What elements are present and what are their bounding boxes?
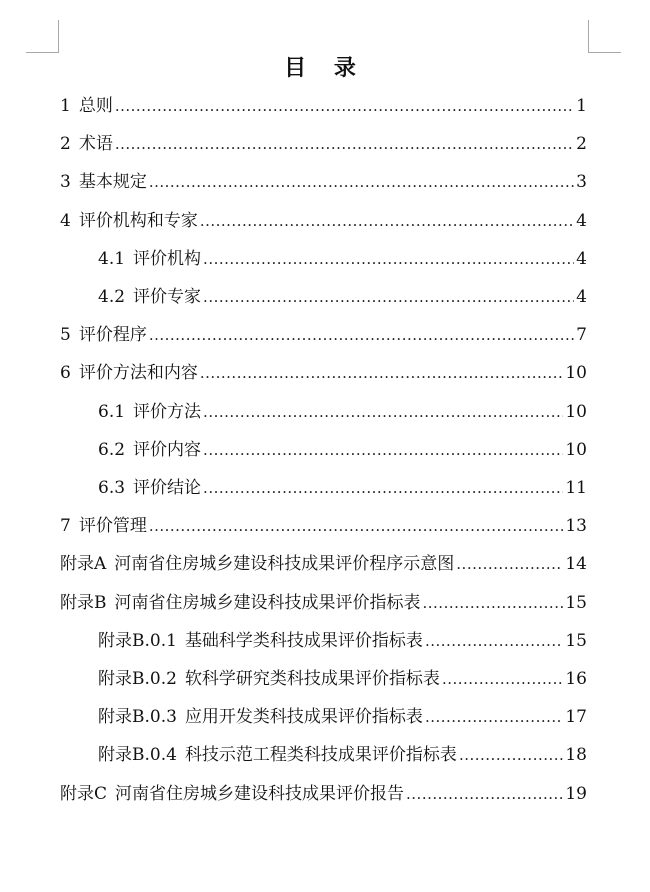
toc-entry-label: 河南省住房城乡建设科技成果评价报告 — [115, 783, 405, 804]
toc-entry-page: 15 — [565, 592, 587, 613]
toc-entry-label: 基本规定 — [78, 172, 147, 193]
toc-entry-number: 附录B.0.1 — [98, 630, 177, 651]
toc-entry-number: 2 — [60, 134, 71, 155]
toc-leader-dots — [442, 664, 563, 694]
toc-entry-page: 1 — [576, 96, 587, 116]
toc-entry-page: 4 — [576, 210, 587, 231]
toc-leader-dots — [423, 588, 564, 618]
toc-entry-number: 6 — [60, 363, 71, 384]
toc-entry[interactable] — [60, 129, 587, 159]
toc-entry-page: 18 — [565, 745, 587, 766]
toc-leader-dots — [406, 779, 563, 809]
toc-entry[interactable] — [98, 473, 587, 503]
crop-mark-top-left — [26, 20, 59, 53]
toc-entry-page: 16 — [565, 669, 587, 689]
toc-entry-number: 附录B — [60, 592, 107, 613]
toc-entry-number: 附录C — [60, 783, 108, 804]
toc-entry[interactable] — [98, 664, 587, 694]
toc-entry[interactable] — [60, 549, 587, 579]
toc-leader-dots — [425, 702, 563, 732]
toc-entry[interactable] — [60, 779, 587, 809]
toc-leader-dots — [149, 167, 574, 197]
toc-leader-dots — [456, 549, 563, 579]
toc-entry-page: 17 — [565, 707, 587, 728]
toc-entry-label: 河南省住房城乡建设科技成果评价指标表 — [114, 592, 421, 613]
toc-leader-dots — [203, 282, 574, 312]
toc-entry-label: 评价方法 — [133, 401, 202, 422]
toc-entry[interactable] — [98, 435, 587, 465]
toc-leader-dots — [149, 511, 564, 541]
toc-entry-page: 4 — [576, 248, 587, 269]
toc-entry[interactable] — [98, 740, 587, 770]
toc-entry-number: 7 — [60, 516, 71, 537]
toc-entry-number: 附录B.0.4 — [98, 745, 177, 766]
toc-entry-number: 6.1 — [98, 401, 126, 422]
toc-entry-label: 评价方法和内容 — [78, 363, 198, 384]
crop-mark-top-right — [588, 20, 621, 53]
toc-entry-label: 评价机构 — [133, 248, 202, 269]
toc-leader-dots — [203, 473, 563, 503]
page-title: 目 录 — [284, 56, 366, 81]
toc-entry-page: 14 — [565, 554, 587, 575]
toc-entry[interactable] — [98, 626, 587, 656]
toc-leader-dots — [203, 397, 563, 427]
toc-entry-page: 2 — [576, 134, 587, 155]
toc-entry-number: 4.1 — [98, 248, 126, 269]
toc-entry[interactable] — [98, 244, 587, 274]
toc-entry-label: 科技示范工程类科技成果评价指标表 — [184, 745, 457, 766]
toc-entry-page: 11 — [565, 478, 587, 498]
toc-entry[interactable] — [60, 167, 587, 197]
toc-entry-page: 10 — [565, 401, 587, 422]
toc-entry[interactable] — [60, 588, 587, 618]
toc-entry-page: 7 — [576, 325, 587, 346]
toc-leader-dots — [425, 626, 563, 656]
toc-entry-number: 附录B.0.2 — [98, 669, 177, 689]
toc-entry-label: 评价内容 — [133, 439, 202, 460]
toc-entry-number: 附录A — [60, 554, 107, 575]
toc-entry-number: 6.2 — [98, 439, 126, 460]
toc-entry-page: 10 — [565, 363, 587, 384]
toc-leader-dots — [200, 358, 564, 388]
toc-entry-label: 评价程序 — [78, 325, 147, 346]
toc-entry-number: 5 — [60, 325, 71, 346]
toc-entry-page: 3 — [576, 172, 587, 193]
toc-entry-label: 评价机构和专家 — [78, 210, 198, 231]
toc-leader-dots — [459, 740, 563, 770]
toc-entry-page: 15 — [565, 630, 587, 651]
toc-leader-dots — [149, 320, 574, 350]
toc-entry-page: 10 — [565, 439, 587, 460]
toc-entry-label: 评价专家 — [133, 287, 202, 307]
toc-entry-number: 4.2 — [98, 287, 126, 307]
toc-entry[interactable] — [98, 282, 587, 312]
toc-entry[interactable] — [60, 358, 587, 388]
toc-entry-page: 19 — [565, 783, 587, 804]
toc-entry-label: 基础科学类科技成果评价指标表 — [184, 630, 423, 651]
toc-entry-number: 4 — [60, 210, 71, 231]
toc-entry[interactable] — [60, 511, 587, 541]
toc-leader-dots — [115, 91, 574, 121]
toc-entry[interactable] — [60, 91, 587, 121]
toc-leader-dots — [200, 206, 574, 236]
toc-entry-label: 评价管理 — [78, 516, 147, 537]
toc-entry[interactable] — [60, 206, 587, 236]
toc-entry-number: 1 — [60, 96, 71, 116]
toc-entry-page: 4 — [576, 287, 587, 307]
toc-entry-number: 3 — [60, 172, 71, 193]
toc-entry-label: 总则 — [78, 96, 113, 116]
toc-entry-label: 软科学研究类科技成果评价指标表 — [184, 669, 440, 689]
toc-entry-number: 附录B.0.3 — [98, 707, 177, 728]
toc-leader-dots — [203, 435, 563, 465]
toc-entry[interactable] — [98, 702, 587, 732]
toc-entry-label: 评价结论 — [133, 478, 202, 498]
toc-entry-label: 术语 — [78, 134, 113, 155]
toc-entry-label: 河南省住房城乡建设科技成果评价程序示意图 — [114, 554, 455, 575]
toc-entry[interactable] — [60, 320, 587, 350]
toc-leader-dots — [115, 129, 574, 159]
toc-leader-dots — [203, 244, 574, 274]
toc-entry-number: 6.3 — [98, 478, 126, 498]
toc-entry-page: 13 — [565, 516, 587, 537]
toc-entry-label: 应用开发类科技成果评价指标表 — [184, 707, 423, 728]
toc-entry[interactable] — [98, 397, 587, 427]
